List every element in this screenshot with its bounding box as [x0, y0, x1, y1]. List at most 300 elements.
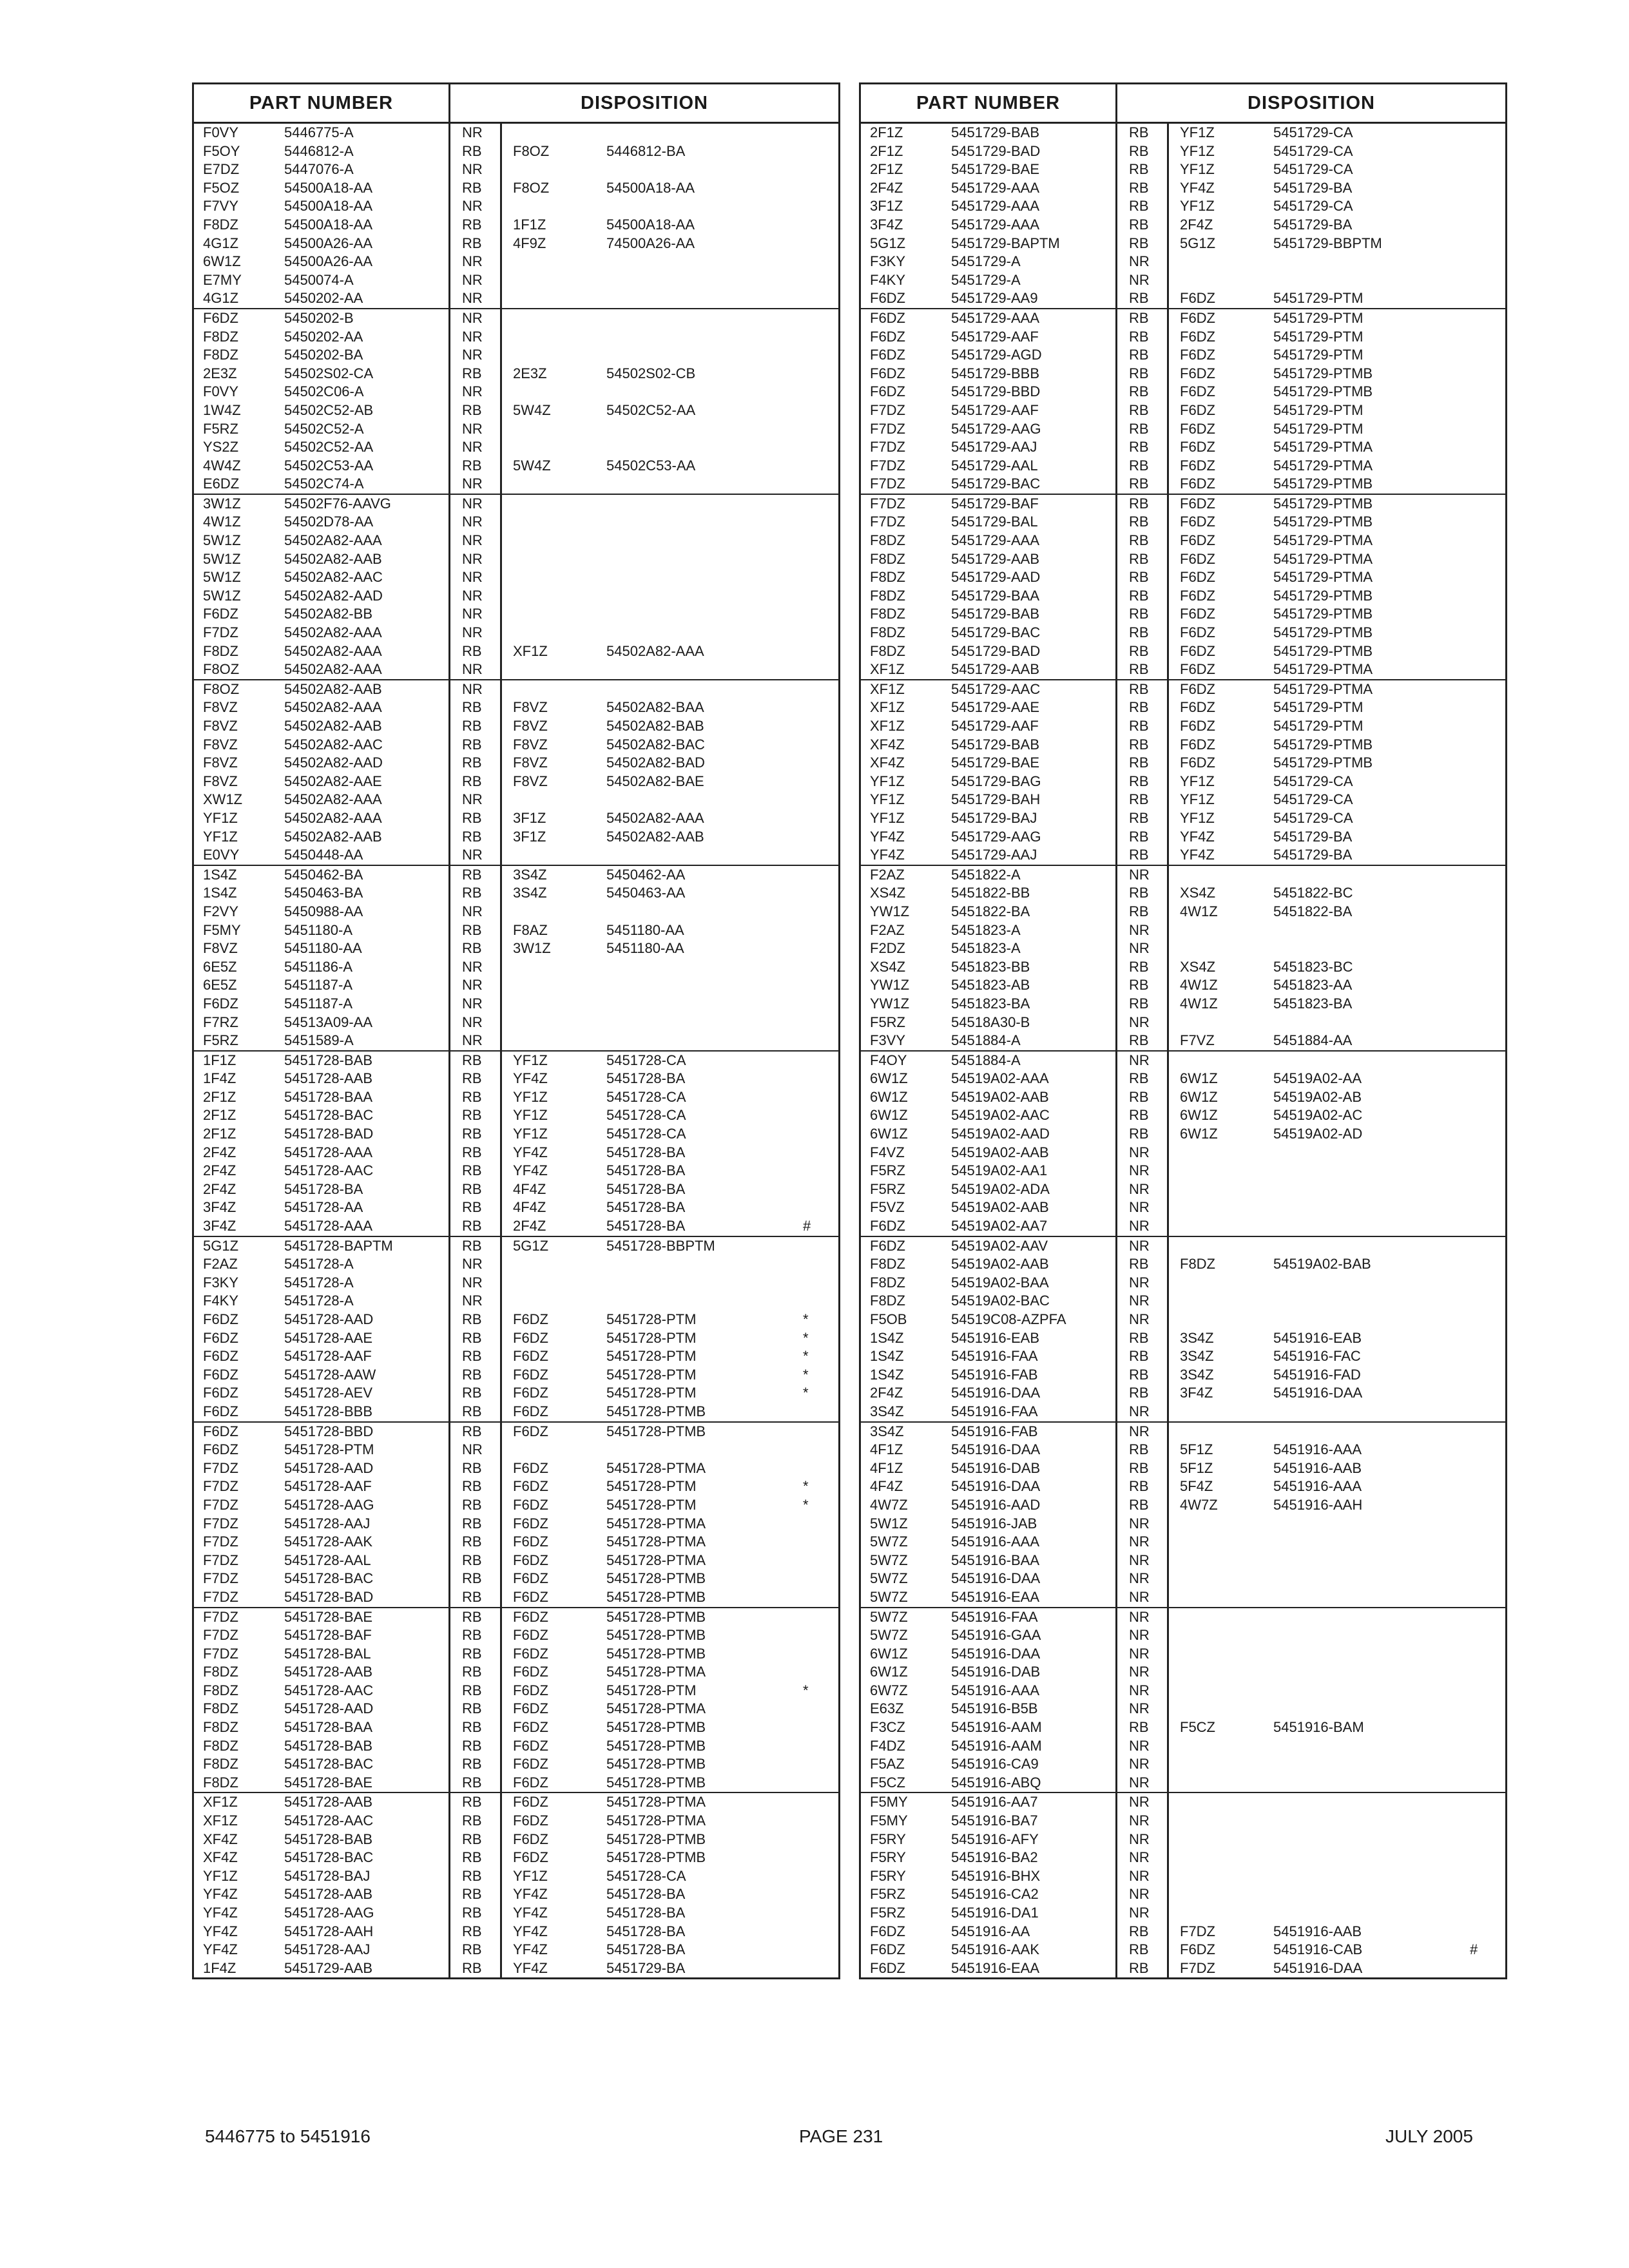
- model-code: F5RZ: [203, 420, 238, 437]
- disposition-code: RB: [462, 1774, 482, 1791]
- table-row: [194, 1755, 838, 1774]
- new-model-code: F6DZ: [513, 1496, 548, 1513]
- new-model-code: F6DZ: [513, 1664, 548, 1680]
- table-row: [194, 1292, 838, 1311]
- table-row: [861, 1885, 1505, 1904]
- model-code: 6W1Z: [203, 253, 241, 270]
- new-model-code: XS4Z: [1180, 958, 1216, 975]
- new-model-code: F6DZ: [1180, 680, 1215, 697]
- part-number: 5451729-BAD: [951, 642, 1041, 659]
- table-row: [194, 1737, 838, 1756]
- table-row: [194, 903, 838, 921]
- new-part-number: 5451729-BA: [606, 1959, 686, 1976]
- disposition-code: NR: [462, 1293, 483, 1309]
- new-part-number: 54502A82-AAA: [606, 642, 704, 659]
- new-part-number: 5451729-PTMB: [1273, 365, 1373, 381]
- table-row: [861, 1106, 1505, 1125]
- table-row: [194, 568, 838, 587]
- model-code: YW1Z: [870, 995, 910, 1012]
- new-model-code: F6DZ: [1180, 624, 1215, 641]
- disposition-code: RB: [462, 1070, 482, 1087]
- new-model-code: 3S4Z: [1180, 1329, 1214, 1346]
- part-number: 5451729-BAPTM: [951, 235, 1060, 251]
- table-row: [861, 791, 1505, 809]
- disposition-code: RB: [1129, 1441, 1149, 1458]
- model-code: F7DZ: [203, 1496, 238, 1513]
- part-number: 5451823-A: [951, 940, 1021, 957]
- part-number: 54500A18-AA: [284, 216, 372, 233]
- model-code: F4KY: [203, 1293, 239, 1309]
- part-number: 54519A02-AAV: [951, 1237, 1048, 1254]
- new-model-code: F6DZ: [513, 1552, 548, 1568]
- new-model-code: F6DZ: [1180, 439, 1215, 456]
- new-part-number: 5451729-CA: [1273, 124, 1353, 140]
- table-row: [194, 1423, 838, 1441]
- table-row: [861, 1831, 1505, 1849]
- new-model-code: F8DZ: [1180, 1256, 1215, 1273]
- part-number: 5451728-AAB: [284, 1664, 372, 1680]
- table-row: [194, 717, 838, 736]
- disposition-code: RB: [1129, 1348, 1149, 1365]
- table-row: [194, 1923, 838, 1941]
- disposition-code: RB: [1129, 532, 1149, 549]
- table-row: [861, 401, 1505, 420]
- model-code: 1S4Z: [870, 1366, 904, 1383]
- table-row: [861, 717, 1505, 736]
- new-part-number: 54502A82-BAC: [606, 736, 705, 753]
- disposition-code: RB: [1129, 1923, 1149, 1939]
- disposition-code: RB: [1129, 680, 1149, 697]
- part-number: 5451916-AFY: [951, 1831, 1039, 1847]
- table-row: [861, 216, 1505, 235]
- disposition-code: NR: [1129, 1199, 1150, 1216]
- new-model-code: 3F1Z: [513, 809, 546, 826]
- model-code: F5RZ: [203, 1032, 238, 1049]
- disposition-code: RB: [1129, 495, 1149, 512]
- model-code: F8DZ: [870, 569, 905, 586]
- disposition-code: RB: [462, 401, 482, 418]
- model-code: F6DZ: [870, 1237, 905, 1254]
- new-model-code: F6DZ: [1180, 328, 1215, 345]
- part-number: 5450463-BA: [284, 885, 363, 901]
- table-row: [861, 1423, 1505, 1441]
- disposition-code: RB: [462, 179, 482, 196]
- new-part-number: 5451729-PTMB: [1273, 736, 1373, 753]
- table-row: [861, 289, 1505, 308]
- note-mark: *: [803, 1311, 809, 1327]
- model-code: 6W1Z: [870, 1664, 908, 1680]
- table-row: [194, 309, 838, 328]
- model-code: F7DZ: [203, 1552, 238, 1568]
- model-code: F8DZ: [870, 587, 905, 604]
- part-number: 54519A02-AAB: [951, 1256, 1049, 1273]
- model-code: F5RY: [870, 1831, 906, 1847]
- row-group: [194, 1423, 838, 1608]
- model-code: F7DZ: [203, 1459, 238, 1476]
- row-group: [194, 680, 838, 866]
- disposition-code: NR: [462, 271, 483, 288]
- new-part-number: 5451729-BBPTM: [1273, 235, 1382, 251]
- model-code: XF1Z: [870, 661, 905, 678]
- table-row: [861, 624, 1505, 642]
- new-part-number: 5451728-PTM: [606, 1496, 697, 1513]
- disposition-code: NR: [1129, 1144, 1150, 1160]
- new-part-number: 5451729-PTMA: [1273, 439, 1373, 456]
- part-number: 5451729-BAB: [951, 736, 1039, 753]
- disposition-code: RB: [462, 1682, 482, 1698]
- table-row: [194, 976, 838, 995]
- table-row: [194, 1366, 838, 1385]
- part-number: 5451916-AAM: [951, 1737, 1042, 1754]
- disposition-code: RB: [1129, 642, 1149, 659]
- new-model-code: 5W4Z: [513, 457, 551, 474]
- part-number: 54502A82-AAA: [284, 809, 382, 826]
- table-row: [194, 235, 838, 253]
- table-row: [861, 1867, 1505, 1886]
- new-model-code: F6DZ: [513, 1403, 548, 1419]
- new-part-number: 5451729-PTM: [1273, 401, 1364, 418]
- disposition-code: NR: [462, 439, 483, 456]
- new-part-number: 5451729-BA: [1273, 828, 1353, 845]
- part-number: 5450448-AA: [284, 847, 363, 863]
- disposition-code: RB: [1129, 569, 1149, 586]
- model-code: XF4Z: [203, 1831, 238, 1847]
- disposition-code: RB: [462, 365, 482, 381]
- part-number: 54502A82-AAB: [284, 550, 382, 567]
- new-model-code: F6DZ: [513, 1737, 548, 1754]
- part-number: 5451729-A: [951, 253, 1021, 270]
- table-row: [194, 142, 838, 161]
- disposition-code: NR: [1129, 1293, 1150, 1309]
- new-model-code: 3F1Z: [513, 828, 546, 845]
- new-part-number: 5451728-PTMB: [606, 1423, 706, 1439]
- new-part-number: 5451728-PTMA: [606, 1794, 706, 1811]
- table-row: [194, 1311, 838, 1329]
- model-code: F7DZ: [203, 1608, 238, 1625]
- model-code: F8VZ: [203, 736, 238, 753]
- new-part-number: 5451729-PTMB: [1273, 587, 1373, 604]
- disposition-code: NR: [462, 661, 483, 678]
- table-row: [861, 1923, 1505, 1941]
- part-number: 5451728-BAJ: [284, 1867, 371, 1884]
- model-code: F5OY: [203, 142, 240, 159]
- new-model-code: 6W1Z: [1180, 1107, 1218, 1124]
- part-number: 5451729-AAF: [951, 718, 1039, 734]
- model-code: F5RY: [870, 1867, 906, 1884]
- new-part-number: 5451916-AAH: [1273, 1496, 1363, 1513]
- model-code: F8VZ: [203, 718, 238, 734]
- part-number: 54502C06-A: [284, 383, 364, 400]
- new-model-code: F6DZ: [513, 1812, 548, 1829]
- part-number: 54502D78-AA: [284, 514, 374, 530]
- new-model-code: F8VZ: [513, 754, 548, 771]
- disposition-code: NR: [1129, 1867, 1150, 1884]
- model-code: F5RZ: [870, 1886, 905, 1903]
- model-code: 5W7Z: [870, 1588, 908, 1605]
- new-model-code: F6DZ: [1180, 569, 1215, 586]
- part-number: 54502A82-AAA: [284, 532, 382, 549]
- new-model-code: 3S4Z: [513, 866, 547, 883]
- part-number: 5451728-AAH: [284, 1923, 374, 1939]
- model-code: F8VZ: [203, 699, 238, 716]
- table-row: [194, 1274, 838, 1293]
- new-part-number: 5451729-PTM: [1273, 420, 1364, 437]
- model-code: 5W1Z: [870, 1515, 908, 1532]
- table-row: [194, 698, 838, 717]
- part-number: 54500A26-AA: [284, 235, 372, 251]
- new-part-number: 74500A26-AA: [606, 235, 695, 251]
- part-number: 5451916-B5B: [951, 1700, 1038, 1717]
- model-code: 4G1Z: [203, 235, 239, 251]
- disposition-code: RB: [462, 1849, 482, 1866]
- new-part-number: 5451728-PTMB: [606, 1403, 706, 1419]
- part-number: 5451729-AAC: [951, 680, 1041, 697]
- model-code: 1S4Z: [203, 885, 237, 901]
- part-number: 5451916-AAA: [951, 1682, 1039, 1698]
- part-number: 54513A09-AA: [284, 1014, 372, 1030]
- model-code: F7DZ: [203, 1627, 238, 1644]
- part-number: 5451729-BAG: [951, 773, 1041, 789]
- new-model-code: F6DZ: [1180, 699, 1215, 716]
- disposition-code: RB: [462, 1627, 482, 1644]
- part-number: 5451729-BAF: [951, 495, 1039, 512]
- table-row: [194, 1904, 838, 1923]
- model-code: 6W1Z: [870, 1070, 908, 1087]
- part-number: 5451728-BAD: [284, 1588, 374, 1605]
- disposition-code: NR: [1129, 940, 1150, 957]
- disposition-code: NR: [462, 514, 483, 530]
- new-part-number: 5451728-CA: [606, 1107, 686, 1124]
- new-part-number: 5451728-PTMB: [606, 1719, 706, 1736]
- table-row: [194, 809, 838, 828]
- new-model-code: 4W1Z: [1180, 995, 1218, 1012]
- new-part-number: 54502C52-AA: [606, 401, 696, 418]
- new-part-number: 5451822-BA: [1273, 903, 1353, 919]
- disposition-code: NR: [1129, 1588, 1150, 1605]
- disposition-code: NR: [1129, 1849, 1150, 1866]
- model-code: 2F1Z: [203, 1107, 236, 1124]
- new-model-code: F6DZ: [513, 1533, 548, 1550]
- part-number: 54518A30-B: [951, 1014, 1030, 1030]
- disposition-header: DISPOSITION: [581, 92, 708, 113]
- table-row: [194, 1198, 838, 1217]
- table-row: [861, 160, 1505, 179]
- table-row: [194, 475, 838, 494]
- table-row: [861, 346, 1505, 365]
- disposition-code: NR: [1129, 1664, 1150, 1680]
- new-model-code: YF4Z: [513, 1144, 548, 1160]
- table-row: [194, 791, 838, 809]
- new-part-number: 54502A82-BAA: [606, 699, 704, 716]
- disposition-code: RB: [462, 142, 482, 159]
- row-group: [194, 1237, 838, 1423]
- new-part-number: 5451728-PTMA: [606, 1459, 706, 1476]
- new-part-number: 5451729-PTMB: [1273, 754, 1373, 771]
- part-number: 5450074-A: [284, 271, 354, 288]
- disposition-code: RB: [1129, 1496, 1149, 1513]
- model-code: F5OZ: [203, 179, 240, 196]
- new-part-number: 5451728-PTM: [606, 1385, 697, 1401]
- table-row: [861, 642, 1505, 661]
- new-model-code: F6DZ: [1180, 290, 1215, 307]
- new-part-number: 5451916-AAA: [1273, 1441, 1362, 1458]
- disposition-code: RB: [462, 1645, 482, 1662]
- new-part-number: 5451728-PTM: [606, 1348, 697, 1365]
- table-row: [861, 1441, 1505, 1459]
- new-part-number: 5451728-PTM: [606, 1329, 697, 1346]
- disposition-code: RB: [462, 1180, 482, 1197]
- disposition-code: RB: [1129, 216, 1149, 233]
- row-group: [861, 680, 1505, 866]
- new-part-number: 5451728-PTMA: [606, 1700, 706, 1717]
- part-number: 5451916-CA9: [951, 1756, 1039, 1773]
- new-part-number: 5451728-PTMA: [606, 1812, 706, 1829]
- disposition-code: RB: [1129, 977, 1149, 994]
- new-model-code: YF1Z: [513, 1052, 548, 1068]
- part-number: 5451728-AAK: [284, 1533, 372, 1550]
- disposition-code: RB: [462, 1812, 482, 1829]
- note-mark: *: [803, 1478, 809, 1495]
- table-row: [194, 939, 838, 958]
- table-row: [194, 1180, 838, 1199]
- table-row: [194, 1477, 838, 1496]
- part-number: 5451728-AAG: [284, 1905, 374, 1921]
- new-model-code: F6DZ: [1180, 642, 1215, 659]
- new-model-code: F6DZ: [513, 1627, 548, 1644]
- table-row: [194, 438, 838, 457]
- disposition-code: RB: [1129, 624, 1149, 641]
- part-number-header: PART NUMBER: [194, 84, 450, 122]
- part-number: 5451729-BAB: [951, 606, 1039, 622]
- part-number: 54502F76-AAVG: [284, 495, 391, 512]
- part-number: 5451916-FAA: [951, 1348, 1038, 1365]
- part-number: 54519A02-ADA: [951, 1180, 1050, 1197]
- new-part-number: 54519A02-AD: [1273, 1126, 1363, 1142]
- disposition-code: NR: [462, 161, 483, 178]
- part-number: 5451729-AAA: [951, 198, 1039, 215]
- table-row: [861, 179, 1505, 198]
- table-row: [861, 587, 1505, 606]
- model-code: F6DZ: [870, 1218, 905, 1235]
- disposition-code: RB: [1129, 587, 1149, 604]
- table-row: [861, 1052, 1505, 1070]
- model-code: 6W1Z: [870, 1107, 908, 1124]
- disposition-code: RB: [462, 1052, 482, 1068]
- part-number: 5451728-AAD: [284, 1311, 374, 1327]
- new-part-number: 5451729-CA: [1273, 773, 1353, 789]
- model-code: E6DZ: [203, 476, 240, 492]
- part-number: 5451823-AB: [951, 977, 1030, 994]
- part-number: 54519A02-AAB: [951, 1088, 1049, 1105]
- part-number: 54500A18-AA: [284, 198, 372, 215]
- new-part-number: 5451728-BA: [606, 1923, 686, 1939]
- part-number: 5451729-BAD: [951, 142, 1041, 159]
- new-model-code: XS4Z: [1180, 885, 1216, 901]
- table-row: [194, 1014, 838, 1032]
- new-part-number: 5451728-PTMB: [606, 1737, 706, 1754]
- disposition-code: NR: [462, 347, 483, 363]
- row-group: [861, 1793, 1505, 1977]
- model-code: YF4Z: [203, 1941, 238, 1958]
- new-model-code: YF4Z: [513, 1923, 548, 1939]
- model-code: YF1Z: [870, 791, 905, 808]
- new-part-number: 5451728-CA: [606, 1126, 686, 1142]
- table-row: [861, 1533, 1505, 1552]
- table-row: [194, 1608, 838, 1627]
- new-part-number: 54502A82-AAB: [606, 828, 704, 845]
- disposition-code: RB: [1129, 124, 1149, 140]
- new-model-code: F7VZ: [1180, 1032, 1215, 1049]
- model-code: F3VY: [870, 1032, 906, 1049]
- new-part-number: 5451728-PTMB: [606, 1774, 706, 1791]
- new-model-code: F8VZ: [513, 773, 548, 789]
- part-number: 5451728-A: [284, 1293, 354, 1309]
- model-code: F6DZ: [203, 1423, 238, 1439]
- model-code: F7DZ: [203, 1588, 238, 1605]
- new-model-code: 4F4Z: [513, 1199, 546, 1216]
- disposition-code: RB: [462, 1588, 482, 1605]
- part-number: 5451884-A: [951, 1032, 1021, 1049]
- new-part-number: 5451823-BA: [1273, 995, 1353, 1012]
- model-code: F6DZ: [870, 383, 905, 400]
- disposition-code: RB: [1129, 309, 1149, 326]
- new-model-code: F6DZ: [1180, 1941, 1215, 1958]
- table-row: [194, 1812, 838, 1831]
- part-number: 5451823-A: [951, 921, 1021, 938]
- model-code: F8DZ: [203, 216, 238, 233]
- part-number: 5451728-AAC: [284, 1682, 374, 1698]
- model-code: F4OY: [870, 1052, 907, 1068]
- new-part-number: 5451729-PTMA: [1273, 661, 1373, 678]
- part-number: 54519A02-AAC: [951, 1107, 1050, 1124]
- part-number: 5451729-AAD: [951, 569, 1041, 586]
- new-model-code: 4F4Z: [513, 1180, 546, 1197]
- new-model-code: YF1Z: [1180, 809, 1215, 826]
- model-code: F8DZ: [203, 1700, 238, 1717]
- table-row: [861, 235, 1505, 253]
- part-number: 54519A02-BAA: [951, 1274, 1049, 1291]
- table-row: [194, 1441, 838, 1459]
- new-part-number: 54502S02-CB: [606, 365, 696, 381]
- new-model-code: 6W1Z: [1180, 1070, 1218, 1087]
- part-number: 5451729-AAF: [951, 401, 1039, 418]
- table-row: [194, 773, 838, 791]
- new-model-code: F6DZ: [513, 1515, 548, 1532]
- model-code: 2E3Z: [203, 365, 237, 381]
- model-code: F7DZ: [203, 1645, 238, 1662]
- part-number: 5451916-DAA: [951, 1570, 1041, 1587]
- table-row: [861, 1849, 1505, 1867]
- model-code: XF1Z: [203, 1794, 238, 1811]
- table-row: [861, 142, 1505, 161]
- new-part-number: 5451729-BA: [1273, 216, 1353, 233]
- row-group: [194, 866, 838, 1052]
- part-number: 54500A18-AA: [284, 179, 372, 196]
- part-number: 5451728-BAA: [284, 1719, 372, 1736]
- disposition-code: RB: [462, 1905, 482, 1921]
- model-code: F8DZ: [203, 1719, 238, 1736]
- new-model-code: F6DZ: [513, 1756, 548, 1773]
- disposition-code: RB: [462, 1959, 482, 1976]
- part-number: 5451728-BBD: [284, 1423, 374, 1439]
- table-row: [861, 1384, 1505, 1403]
- table-row: [194, 1959, 838, 1978]
- part-number: 54519A02-AAA: [951, 1070, 1049, 1087]
- model-code: 1W4Z: [203, 401, 241, 418]
- table-row: [861, 1198, 1505, 1217]
- part-number: 5451180-AA: [284, 940, 362, 957]
- new-model-code: F6DZ: [1180, 606, 1215, 622]
